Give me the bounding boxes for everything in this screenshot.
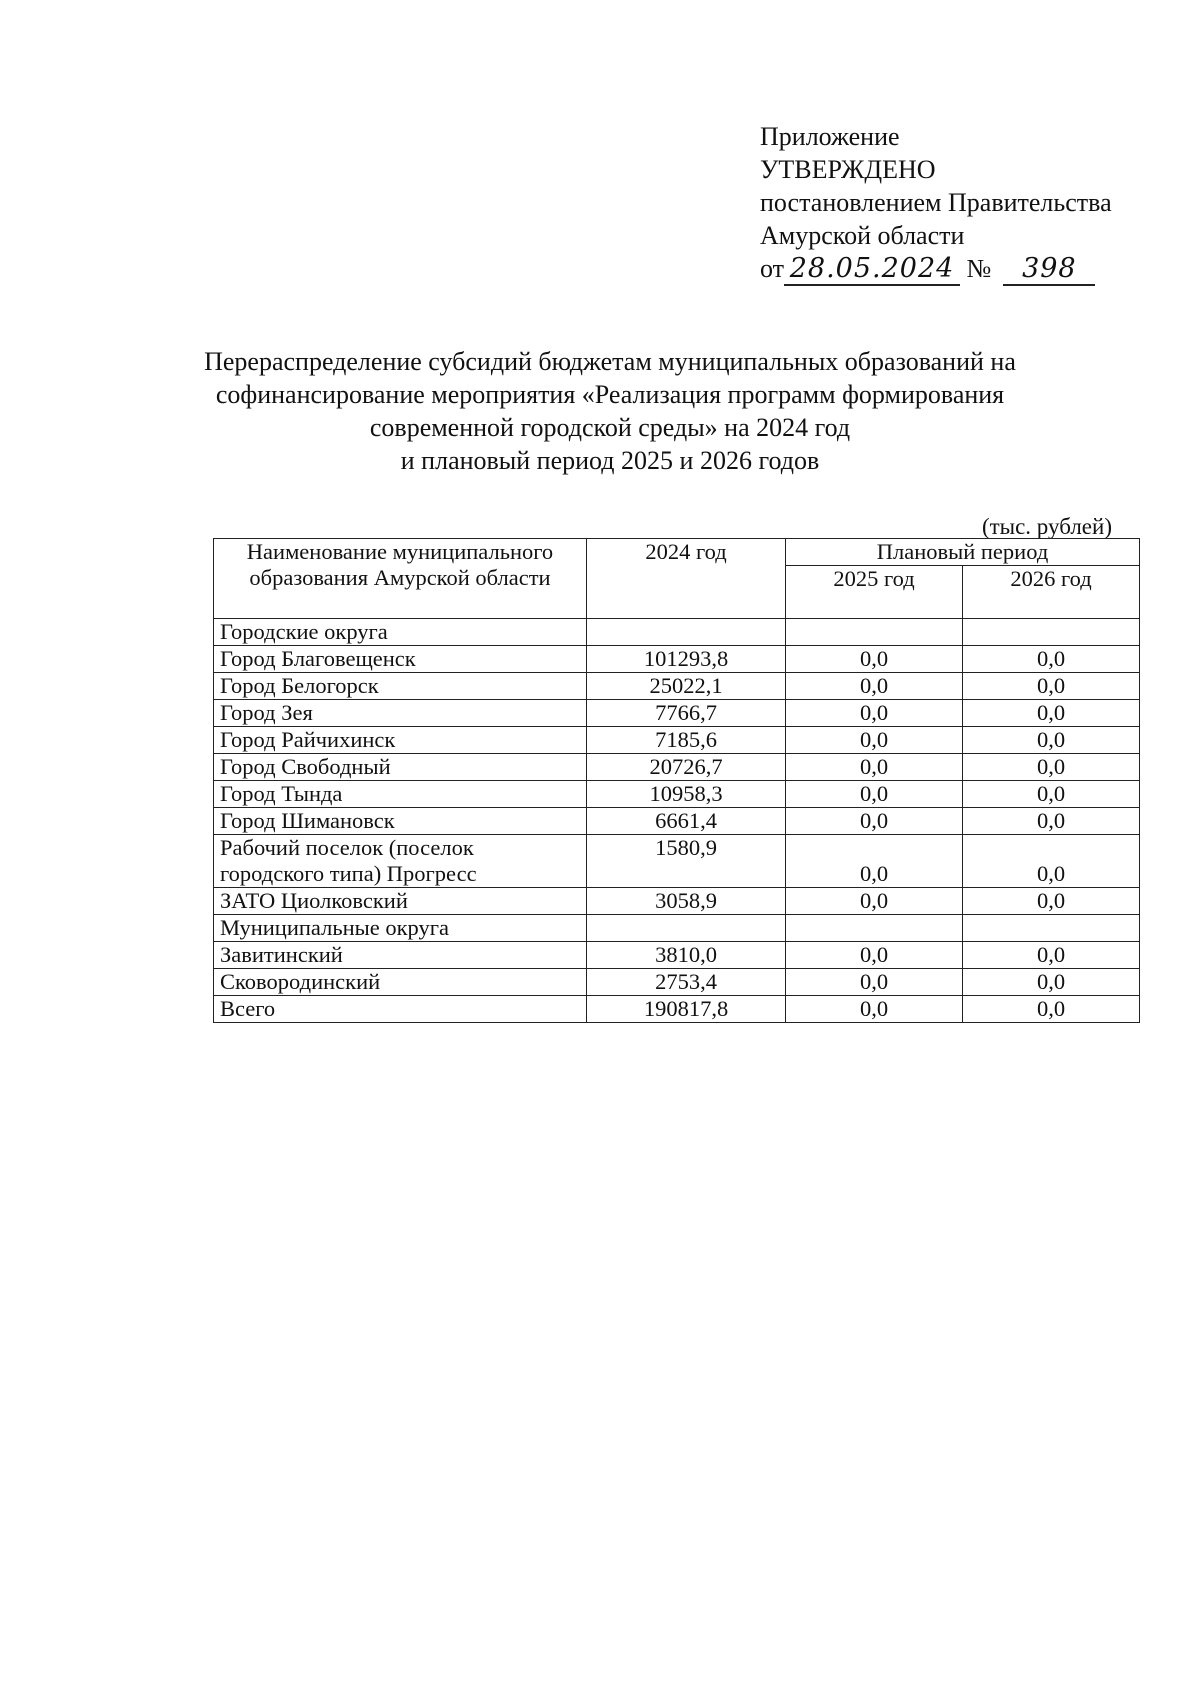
row-2024: 190817,8	[587, 996, 786, 1023]
row-2025: 0,0	[786, 808, 963, 835]
row-2024	[587, 619, 786, 646]
table-body	[214, 619, 1140, 1023]
subsidy-table	[213, 538, 1140, 1023]
row-2025: 0,0	[786, 942, 963, 969]
row-name: Рабочий поселок (поселок городского типа) Прогресс	[214, 835, 587, 888]
row-name: Завитинский	[214, 942, 587, 969]
row-2024: 1580,9	[587, 835, 786, 888]
header-planned-period: Плановый период	[786, 539, 1140, 566]
number-prefix: №	[966, 254, 992, 283]
row-name: Город Свободный	[214, 754, 587, 781]
table-row	[214, 727, 1140, 754]
row-name: Город Белогорск	[214, 673, 587, 700]
row-2024	[587, 915, 786, 942]
row-name: Городские округа	[214, 619, 587, 646]
row-2026: 0,0	[963, 700, 1140, 727]
row-2025: 0,0	[786, 969, 963, 996]
row-name: Город Райчихинск	[214, 727, 587, 754]
table-row	[214, 646, 1140, 673]
table-row	[214, 619, 1140, 646]
row-2026: 0,0	[963, 808, 1140, 835]
header-2024: 2024 год	[587, 539, 786, 619]
date-number-line	[760, 252, 1112, 286]
appendix-label: Приложение	[760, 122, 900, 151]
table-row	[214, 673, 1140, 700]
row-2024: 10958,3	[587, 781, 786, 808]
row-2024: 25022,1	[587, 673, 786, 700]
document-title	[160, 345, 1060, 477]
title-line-3: современной городской среды» на 2024 год	[369, 413, 851, 442]
units-label: (тыс. рублей)	[981, 514, 1112, 539]
table-row	[214, 808, 1140, 835]
table-row	[214, 835, 1140, 888]
row-2025: 0,0	[786, 727, 963, 754]
row-2026: 0,0	[963, 835, 1140, 888]
row-2026	[963, 619, 1140, 646]
resolution-label: постановлением Правительства	[760, 188, 1112, 217]
table-header-row	[214, 539, 1140, 566]
approved-label: УТВЕРЖДЕНО	[760, 155, 936, 184]
table-row	[214, 754, 1140, 781]
row-2026: 0,0	[963, 996, 1140, 1023]
header-name: Наименование муниципального образования Амурской области	[214, 539, 587, 619]
row-2026: 0,0	[963, 781, 1140, 808]
row-2025	[786, 915, 963, 942]
row-name: Всего	[214, 996, 587, 1023]
row-2024: 6661,4	[587, 808, 786, 835]
row-2024: 20726,7	[587, 754, 786, 781]
row-name: Сковородинский	[214, 969, 587, 996]
row-name: Город Зея	[214, 700, 587, 727]
title-line-2: софинансирование мероприятия «Реализация программ формирования	[215, 380, 1005, 409]
row-2024: 2753,4	[587, 969, 786, 996]
handwritten-number: 398	[1003, 254, 1095, 286]
table-row	[214, 915, 1140, 942]
row-2026	[963, 915, 1140, 942]
row-2025	[786, 619, 963, 646]
row-2026: 0,0	[963, 646, 1140, 673]
table-row	[214, 996, 1140, 1023]
region-label: Амурской области	[760, 221, 965, 250]
header-2026: 2026 год	[963, 566, 1140, 619]
approval-block	[760, 120, 1112, 286]
row-2025: 0,0	[786, 835, 963, 888]
row-2026: 0,0	[963, 673, 1140, 700]
table-row	[214, 781, 1140, 808]
row-2026: 0,0	[963, 888, 1140, 915]
row-2024: 3810,0	[587, 942, 786, 969]
row-name: Город Благовещенск	[214, 646, 587, 673]
row-2025: 0,0	[786, 646, 963, 673]
row-2025: 0,0	[786, 700, 963, 727]
row-2026: 0,0	[963, 942, 1140, 969]
row-2025: 0,0	[786, 754, 963, 781]
row-name: Город Тында	[214, 781, 587, 808]
row-name: ЗАТО Циолковский	[214, 888, 587, 915]
table-row	[214, 888, 1140, 915]
table-row	[214, 969, 1140, 996]
row-2024: 101293,8	[587, 646, 786, 673]
row-2026: 0,0	[963, 727, 1140, 754]
row-2026: 0,0	[963, 754, 1140, 781]
row-2025: 0,0	[786, 673, 963, 700]
row-2025: 0,0	[786, 781, 963, 808]
table-row	[214, 700, 1140, 727]
row-2024: 7766,7	[587, 700, 786, 727]
row-2025: 0,0	[786, 996, 963, 1023]
row-2024: 3058,9	[587, 888, 786, 915]
title-line-1: Перераспределение субсидий бюджетам муниципальных образований на	[204, 347, 1016, 376]
title-line-4: и плановый период 2025 и 2026 годов	[400, 446, 820, 475]
date-prefix: от	[760, 254, 785, 283]
handwritten-date: 28.05.2024	[784, 254, 960, 286]
row-name: Город Шимановск	[214, 808, 587, 835]
header-2025: 2025 год	[786, 566, 963, 619]
row-2026: 0,0	[963, 969, 1140, 996]
row-2025: 0,0	[786, 888, 963, 915]
row-2024: 7185,6	[587, 727, 786, 754]
row-name: Муниципальные округа	[214, 915, 587, 942]
table-row	[214, 942, 1140, 969]
